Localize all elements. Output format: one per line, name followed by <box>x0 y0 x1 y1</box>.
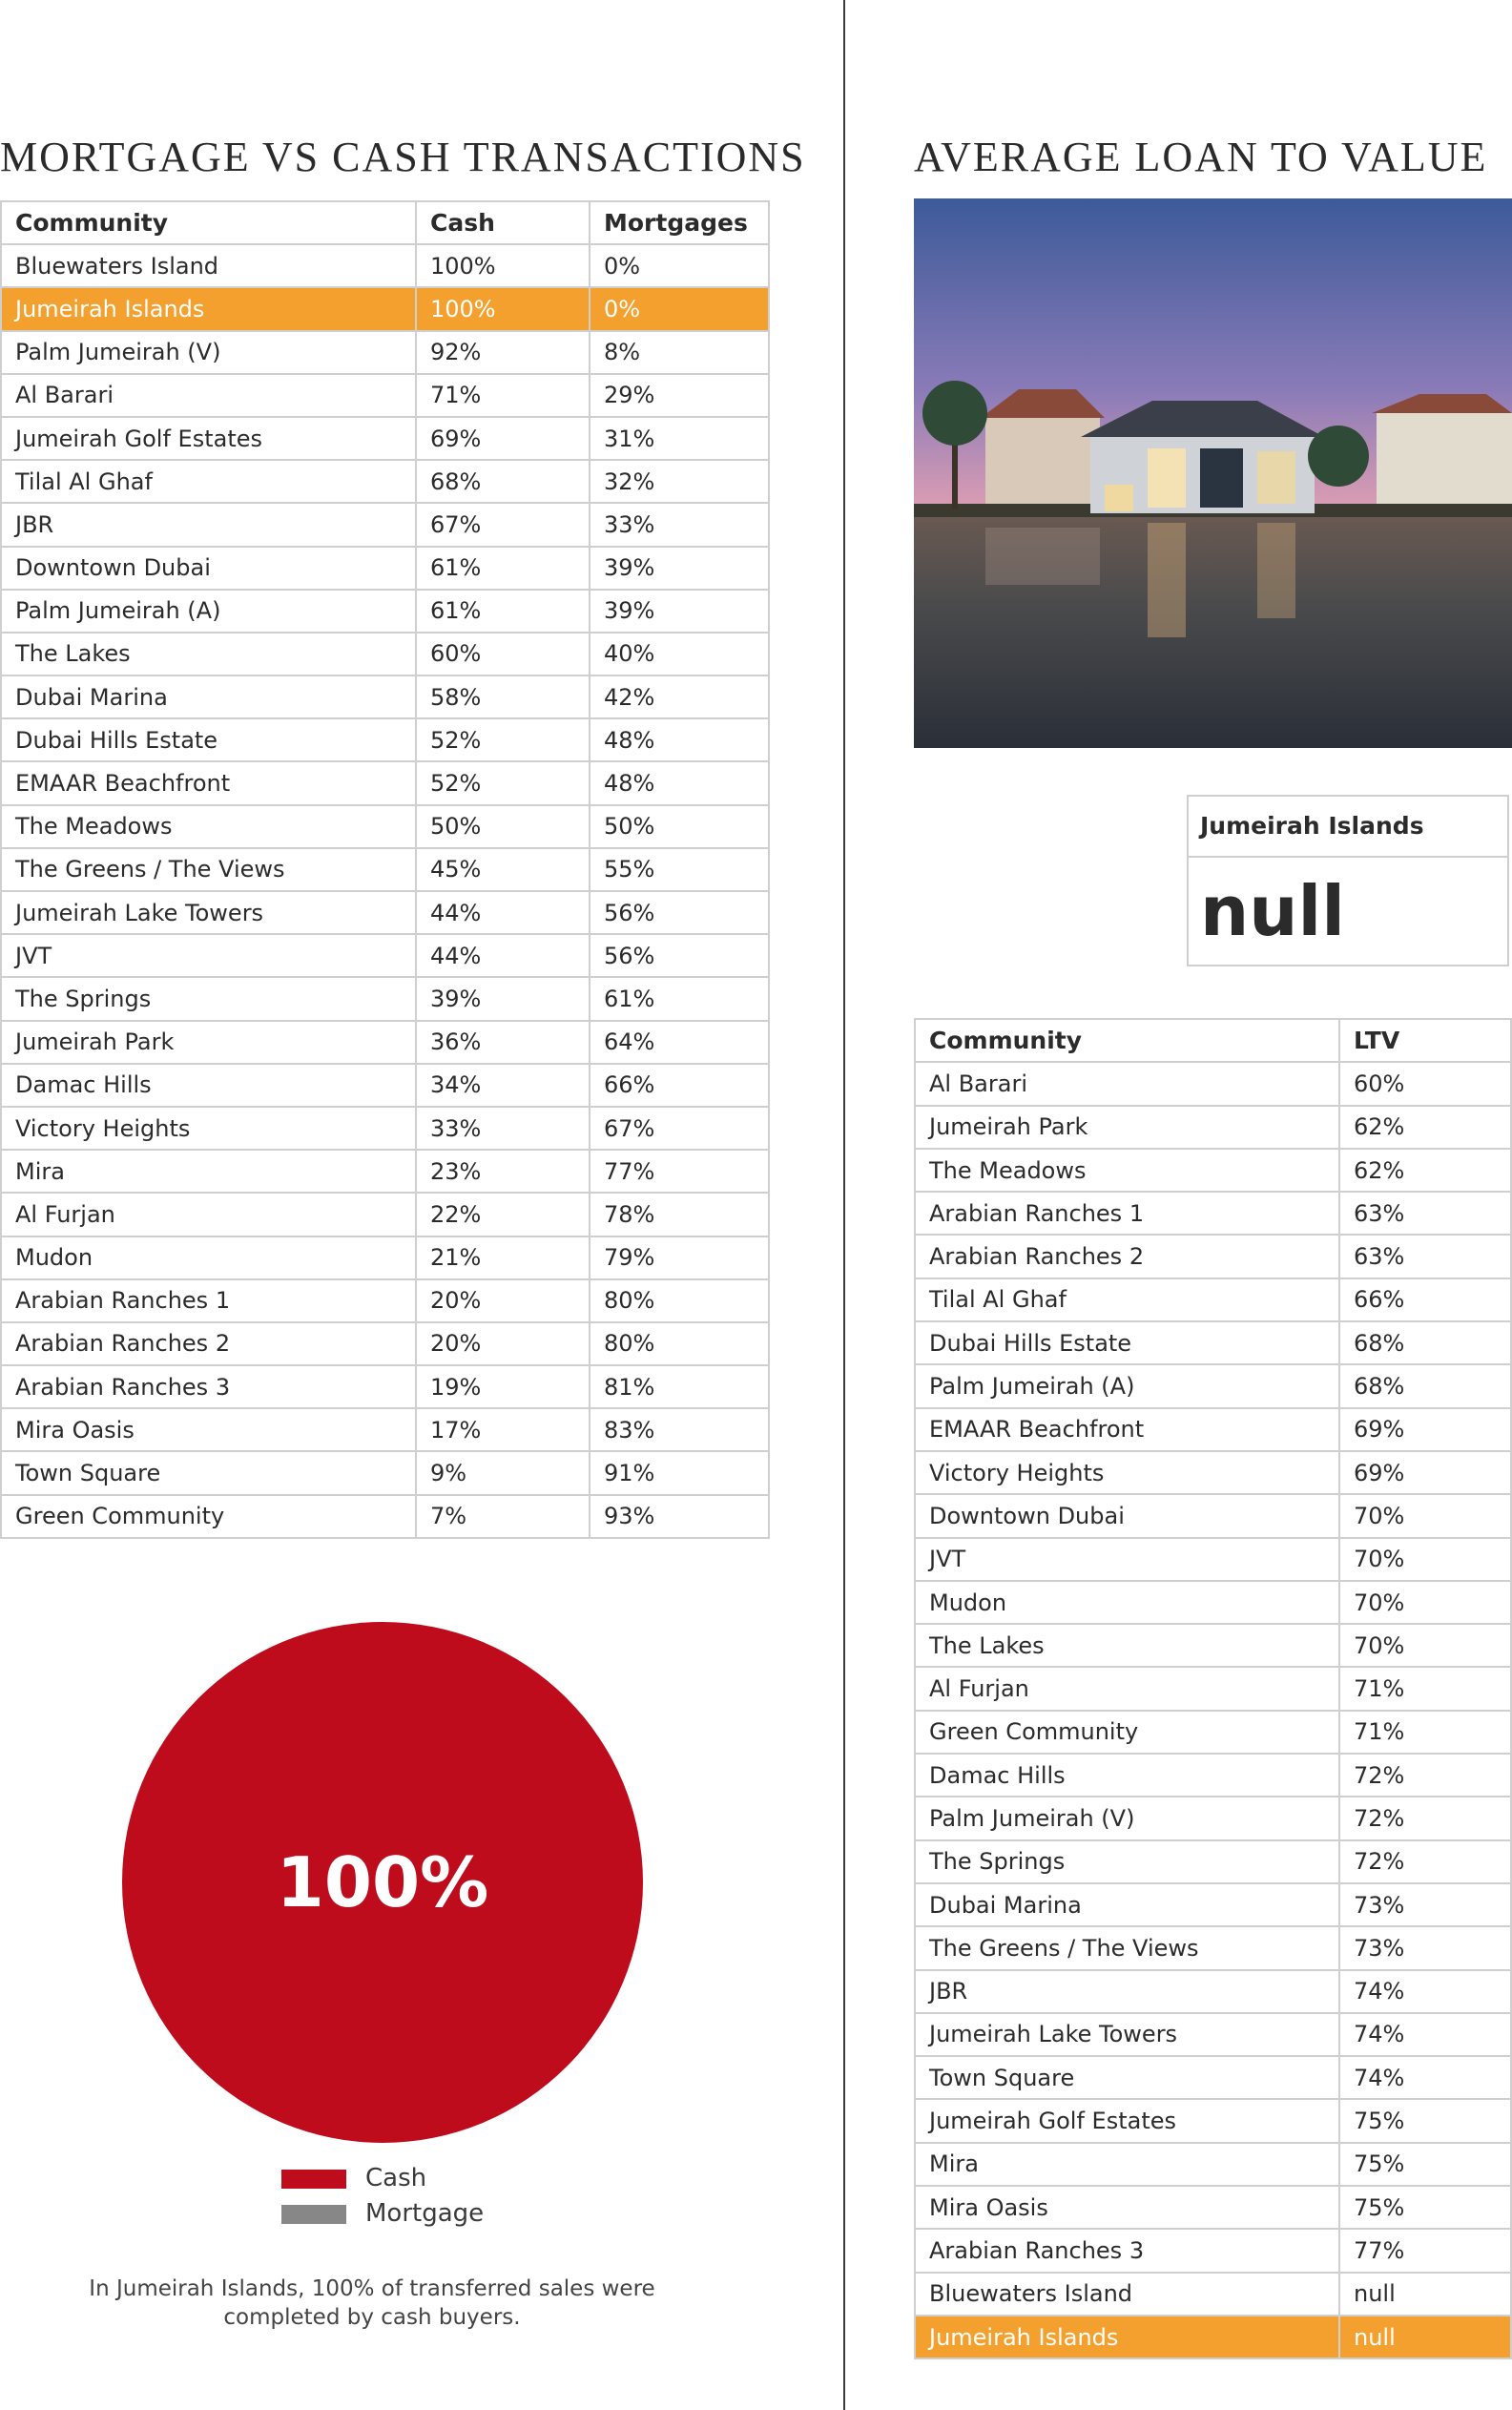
table-row <box>1 675 769 718</box>
table-row <box>915 1494 1511 1537</box>
cell-community: Tilal Al Ghaf <box>915 1278 1339 1321</box>
cell-cash: 71% <box>416 374 590 417</box>
cell-cash: 52% <box>416 761 590 804</box>
cell-cash: 68% <box>416 460 590 503</box>
cell-ltv: 69% <box>1339 1408 1511 1451</box>
cell-mortgages: 55% <box>590 848 769 891</box>
cell-mortgages: 32% <box>590 460 769 503</box>
table-row <box>1 934 769 977</box>
table-row <box>1 460 769 503</box>
cell-cash: 34% <box>416 1064 590 1107</box>
cell-mortgages: 39% <box>590 547 769 590</box>
cell-cash: 60% <box>416 633 590 675</box>
table-row <box>915 2316 1511 2358</box>
cell-cash: 69% <box>416 417 590 460</box>
cell-community: The Lakes <box>915 1624 1339 1667</box>
cell-cash: 33% <box>416 1107 590 1150</box>
cell-cash: 21% <box>416 1236 590 1279</box>
column-header-ltv: LTV <box>1339 1019 1511 1062</box>
cell-ltv: 62% <box>1339 1149 1511 1192</box>
column-header-community: Community <box>915 1019 1339 1062</box>
cell-cash: 50% <box>416 805 590 848</box>
cell-ltv: 73% <box>1339 1926 1511 1969</box>
cell-community: Al Furjan <box>1 1193 416 1236</box>
cell-community: JVT <box>1 934 416 977</box>
cell-community: Damac Hills <box>1 1064 416 1107</box>
table-row <box>1 977 769 1020</box>
table-row <box>915 1192 1511 1235</box>
cell-ltv: 70% <box>1339 1494 1511 1537</box>
cell-ltv: 77% <box>1339 2229 1511 2272</box>
table-row <box>915 2273 1511 2316</box>
cell-ltv: 72% <box>1339 1840 1511 1883</box>
cell-ltv: 74% <box>1339 2056 1511 2099</box>
cell-cash: 17% <box>416 1408 590 1451</box>
cell-community: Arabian Ranches 2 <box>1 1322 416 1365</box>
cell-mortgages: 93% <box>590 1495 769 1538</box>
table-row <box>1 848 769 891</box>
table-row <box>1 331 769 374</box>
cell-mortgages: 39% <box>590 590 769 633</box>
cell-cash: 44% <box>416 934 590 977</box>
table-row <box>1 633 769 675</box>
cell-community: Mira <box>1 1150 416 1193</box>
average-ltv-table <box>914 1018 1512 2359</box>
table-row <box>915 1278 1511 1321</box>
cell-ltv: 69% <box>1339 1451 1511 1494</box>
cell-cash: 52% <box>416 718 590 761</box>
cell-ltv: 75% <box>1339 2099 1511 2142</box>
cell-cash: 100% <box>416 287 590 330</box>
cell-community: Tilal Al Ghaf <box>1 460 416 503</box>
table-row <box>915 1235 1511 1278</box>
table-row <box>915 1797 1511 1839</box>
cell-community: Downtown Dubai <box>915 1494 1339 1537</box>
table-row <box>915 2056 1511 2099</box>
cell-community: Al Furjan <box>915 1667 1339 1710</box>
table-row <box>915 2229 1511 2272</box>
table-row <box>1 1322 769 1365</box>
cell-community: Green Community <box>1 1495 416 1538</box>
pie-caption <box>57 2275 687 2332</box>
table-header-row <box>915 1019 1511 1062</box>
cell-community: Dubai Hills Estate <box>915 1321 1339 1364</box>
cell-community: Palm Jumeirah (A) <box>1 590 416 633</box>
cell-cash: 45% <box>416 848 590 891</box>
cell-cash: 67% <box>416 503 590 546</box>
column-header-cash: Cash <box>416 201 590 244</box>
cell-mortgages: 80% <box>590 1322 769 1365</box>
cell-ltv: 75% <box>1339 2186 1511 2229</box>
cell-ltv: 60% <box>1339 1062 1511 1105</box>
cell-cash: 61% <box>416 590 590 633</box>
cell-community: Dubai Hills Estate <box>1 718 416 761</box>
cell-community: JBR <box>1 503 416 546</box>
table-row <box>915 1321 1511 1364</box>
cell-community: Jumeirah Golf Estates <box>915 2099 1339 2142</box>
cell-community: Jumeirah Park <box>1 1021 416 1064</box>
legend-label-cash: Cash <box>365 2164 427 2192</box>
cell-community: EMAAR Beachfront <box>1 761 416 804</box>
cell-ltv: 72% <box>1339 1754 1511 1797</box>
cell-ltv: null <box>1339 2316 1511 2358</box>
cell-community: Arabian Ranches 1 <box>1 1279 416 1322</box>
cell-mortgages: 56% <box>590 891 769 934</box>
cell-cash: 100% <box>416 244 590 287</box>
cell-mortgages: 56% <box>590 934 769 977</box>
cell-community: JVT <box>915 1538 1339 1581</box>
table-row <box>915 1149 1511 1192</box>
cell-community: The Greens / The Views <box>1 848 416 891</box>
table-row <box>915 1581 1511 1624</box>
table-row <box>915 2143 1511 2186</box>
table-row <box>1 1064 769 1107</box>
cell-ltv: 71% <box>1339 1711 1511 1754</box>
table-row <box>1 718 769 761</box>
cell-ltv: 73% <box>1339 1883 1511 1926</box>
cell-community: JBR <box>915 1970 1339 2013</box>
cell-cash: 61% <box>416 547 590 590</box>
cell-mortgages: 83% <box>590 1408 769 1451</box>
cell-mortgages: 31% <box>590 417 769 460</box>
table-row <box>1 547 769 590</box>
table-row <box>1 1279 769 1322</box>
cash-mortgage-pie-chart <box>122 1622 643 2143</box>
cell-mortgages: 33% <box>590 503 769 546</box>
cell-mortgages: 29% <box>590 374 769 417</box>
cell-cash: 9% <box>416 1451 590 1494</box>
cell-community: Jumeirah Islands <box>915 2316 1339 2358</box>
cell-community: Mudon <box>1 1236 416 1279</box>
cell-community: Mira <box>915 2143 1339 2186</box>
cell-cash: 36% <box>416 1021 590 1064</box>
table-row <box>915 1883 1511 1926</box>
cell-community: Mira Oasis <box>915 2186 1339 2229</box>
cell-mortgages: 64% <box>590 1021 769 1064</box>
cell-community: Mudon <box>915 1581 1339 1624</box>
legend-swatch-mortgage <box>281 2205 346 2224</box>
cell-community: Palm Jumeirah (V) <box>915 1797 1339 1839</box>
table-row <box>1 891 769 934</box>
cell-cash: 23% <box>416 1150 590 1193</box>
table-row <box>1 1021 769 1064</box>
cell-community: Bluewaters Island <box>915 2273 1339 2316</box>
cell-community: Palm Jumeirah (V) <box>1 331 416 374</box>
table-row <box>915 2186 1511 2229</box>
cell-community: Victory Heights <box>1 1107 416 1150</box>
table-row <box>1 1365 769 1408</box>
cell-cash: 20% <box>416 1322 590 1365</box>
cell-mortgages: 67% <box>590 1107 769 1150</box>
table-row <box>915 1408 1511 1451</box>
table-row <box>915 1062 1511 1105</box>
cell-mortgages: 61% <box>590 977 769 1020</box>
table-row <box>915 2013 1511 2056</box>
table-row <box>915 1711 1511 1754</box>
cell-ltv: 62% <box>1339 1106 1511 1149</box>
table-row <box>1 1408 769 1451</box>
table-row <box>1 761 769 804</box>
cell-ltv: 70% <box>1339 1624 1511 1667</box>
cell-community: The Meadows <box>915 1149 1339 1192</box>
legend-item-mortgage <box>281 2199 484 2228</box>
table-row <box>1 374 769 417</box>
cell-cash: 44% <box>416 891 590 934</box>
cell-community: EMAAR Beachfront <box>915 1408 1339 1451</box>
table-row <box>1 1107 769 1150</box>
cell-ltv: 74% <box>1339 2013 1511 2056</box>
cell-mortgages: 40% <box>590 633 769 675</box>
table-row <box>915 2099 1511 2142</box>
cell-community: Jumeirah Golf Estates <box>1 417 416 460</box>
cell-community: Palm Jumeirah (A) <box>915 1364 1339 1407</box>
cell-cash: 92% <box>416 331 590 374</box>
legend-swatch-cash <box>281 2170 346 2189</box>
table-row <box>915 1840 1511 1883</box>
cell-community: Bluewaters Island <box>1 244 416 287</box>
table-row <box>1 1451 769 1494</box>
cell-cash: 19% <box>416 1365 590 1408</box>
average-ltv-heading: AVERAGE LOAN TO VALUE <box>914 134 1488 181</box>
table-row <box>1 503 769 546</box>
ltv-card-community: Jumeirah Islands <box>1189 797 1507 858</box>
cell-ltv: 66% <box>1339 1278 1511 1321</box>
cell-community: Al Barari <box>1 374 416 417</box>
cell-cash: 20% <box>416 1279 590 1322</box>
villa-photo <box>914 198 1512 748</box>
cell-community: Dubai Marina <box>915 1883 1339 1926</box>
cell-community: Downtown Dubai <box>1 547 416 590</box>
cell-community: The Springs <box>1 977 416 1020</box>
cell-community: Al Barari <box>915 1062 1339 1105</box>
cell-community: Mira Oasis <box>1 1408 416 1451</box>
cell-community: Jumeirah Lake Towers <box>915 2013 1339 2056</box>
cell-mortgages: 48% <box>590 718 769 761</box>
cell-mortgages: 77% <box>590 1150 769 1193</box>
table-row <box>1 1236 769 1279</box>
cell-community: Arabian Ranches 3 <box>1 1365 416 1408</box>
table-row <box>1 1150 769 1193</box>
cell-community: Arabian Ranches 3 <box>915 2229 1339 2272</box>
table-row <box>1 417 769 460</box>
mortgage-vs-cash-heading: MORTGAGE VS CASH TRANSACTIONS <box>0 134 806 181</box>
cell-community: Green Community <box>915 1711 1339 1754</box>
cell-community: Damac Hills <box>915 1754 1339 1797</box>
pie-center-label: 100% <box>276 1842 489 1922</box>
cell-mortgages: 81% <box>590 1365 769 1408</box>
cell-ltv: 75% <box>1339 2143 1511 2186</box>
cell-ltv: 70% <box>1339 1581 1511 1624</box>
cell-community: The Lakes <box>1 633 416 675</box>
legend-label-mortgage: Mortgage <box>365 2199 485 2228</box>
cell-ltv: null <box>1339 2273 1511 2316</box>
cell-cash: 22% <box>416 1193 590 1236</box>
cell-ltv: 70% <box>1339 1538 1511 1581</box>
cell-ltv: 74% <box>1339 1970 1511 2013</box>
cell-ltv: 68% <box>1339 1364 1511 1407</box>
column-header-mortgages: Mortgages <box>590 201 769 244</box>
cell-mortgages: 48% <box>590 761 769 804</box>
table-row <box>915 1451 1511 1494</box>
cell-cash: 7% <box>416 1495 590 1538</box>
caption-line: completed by cash buyers. <box>223 2305 521 2330</box>
column-divider <box>843 0 845 2410</box>
cell-cash: 58% <box>416 675 590 718</box>
cell-mortgages: 42% <box>590 675 769 718</box>
table-row <box>1 244 769 287</box>
cell-mortgages: 0% <box>590 287 769 330</box>
mortgage-vs-cash-table <box>0 200 770 1539</box>
cell-community: The Springs <box>915 1840 1339 1883</box>
table-row <box>915 1106 1511 1149</box>
cell-community: Arabian Ranches 2 <box>915 1235 1339 1278</box>
cell-community: Town Square <box>1 1451 416 1494</box>
table-row <box>1 1193 769 1236</box>
cell-community: Arabian Ranches 1 <box>915 1192 1339 1235</box>
cell-ltv: 63% <box>1339 1235 1511 1278</box>
cell-mortgages: 78% <box>590 1193 769 1236</box>
table-row <box>1 1495 769 1538</box>
cell-community: Jumeirah Park <box>915 1106 1339 1149</box>
cell-mortgages: 79% <box>590 1236 769 1279</box>
cell-mortgages: 80% <box>590 1279 769 1322</box>
table-row <box>1 590 769 633</box>
cell-community: Jumeirah Islands <box>1 287 416 330</box>
cell-ltv: 63% <box>1339 1192 1511 1235</box>
cell-cash: 39% <box>416 977 590 1020</box>
cell-community: Jumeirah Lake Towers <box>1 891 416 934</box>
table-row <box>915 1667 1511 1710</box>
cell-ltv: 72% <box>1339 1797 1511 1839</box>
legend-item-cash <box>281 2164 426 2192</box>
table-row <box>915 1624 1511 1667</box>
cell-community: Dubai Marina <box>1 675 416 718</box>
cell-community: Victory Heights <box>915 1451 1339 1494</box>
cell-mortgages: 91% <box>590 1451 769 1494</box>
table-row <box>1 287 769 330</box>
cell-mortgages: 8% <box>590 331 769 374</box>
table-header-row <box>1 201 769 244</box>
cell-community: The Meadows <box>1 805 416 848</box>
column-header-community: Community <box>1 201 416 244</box>
table-row <box>915 1970 1511 2013</box>
cell-mortgages: 0% <box>590 244 769 287</box>
selected-community-ltv-card <box>1187 795 1509 966</box>
cell-mortgages: 50% <box>590 805 769 848</box>
table-row <box>915 1538 1511 1581</box>
cell-community: Town Square <box>915 2056 1339 2099</box>
table-row <box>915 1754 1511 1797</box>
caption-line: In Jumeirah Islands, 100% of transferred sales were <box>89 2276 655 2301</box>
table-row <box>915 1926 1511 1969</box>
table-row <box>1 805 769 848</box>
ltv-card-value: null <box>1200 871 1345 951</box>
cell-ltv: 68% <box>1339 1321 1511 1364</box>
table-row <box>915 1364 1511 1407</box>
cell-mortgages: 66% <box>590 1064 769 1107</box>
cell-community: The Greens / The Views <box>915 1926 1339 1969</box>
cell-ltv: 71% <box>1339 1667 1511 1710</box>
